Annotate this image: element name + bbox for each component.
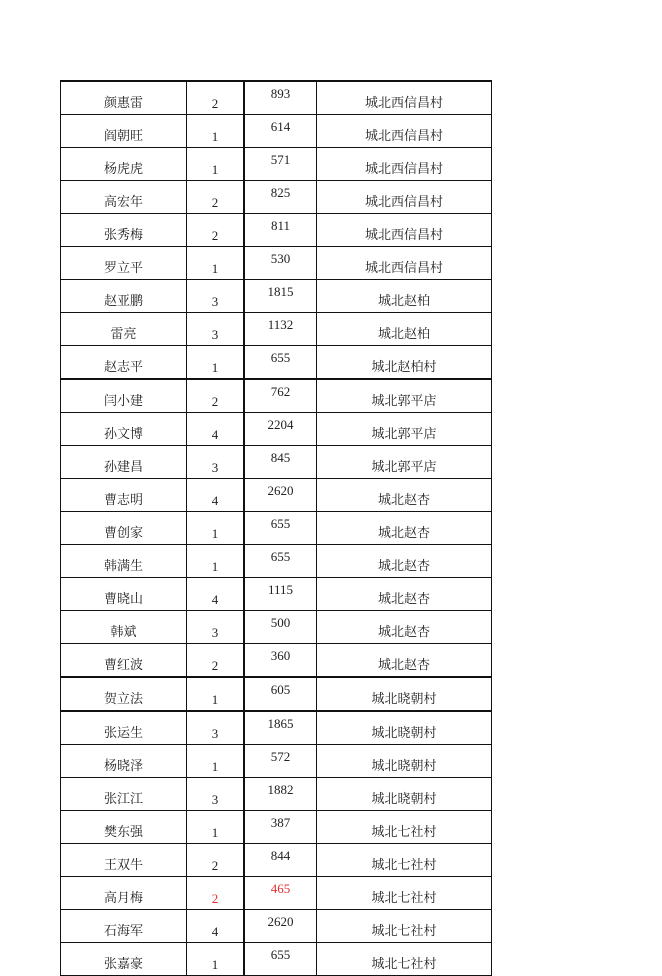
name-cell[interactable]: 张秀梅: [61, 214, 187, 247]
value-cell[interactable]: 360: [244, 644, 317, 678]
village-cell[interactable]: 城北西信昌村: [317, 214, 492, 247]
name-cell[interactable]: 王双牛: [61, 844, 187, 877]
name-cell[interactable]: 罗立平: [61, 247, 187, 280]
table-row: [61, 115, 492, 148]
data-table: [60, 80, 492, 976]
village-cell[interactable]: 城北七社村: [317, 844, 492, 877]
name-cell[interactable]: 杨晓泽: [61, 745, 187, 778]
name-cell[interactable]: 阎朝旺: [61, 115, 187, 148]
village-cell[interactable]: 城北七社村: [317, 877, 492, 910]
table-row: [61, 181, 492, 214]
value-cell[interactable]: 655: [244, 545, 317, 578]
count-cell[interactable]: 2: [187, 379, 245, 413]
value-cell[interactable]: 845: [244, 446, 317, 479]
village-cell[interactable]: 城北西信昌村: [317, 81, 492, 115]
count-cell[interactable]: 1: [187, 247, 245, 280]
value-cell[interactable]: 530: [244, 247, 317, 280]
count-cell[interactable]: 3: [187, 611, 245, 644]
value-cell[interactable]: 465: [244, 877, 317, 910]
village-cell[interactable]: 城北赵杏: [317, 512, 492, 545]
village-cell[interactable]: 城北晓朝村: [317, 745, 492, 778]
name-cell[interactable]: 韩满生: [61, 545, 187, 578]
table-row: [61, 214, 492, 247]
name-cell[interactable]: 高宏年: [61, 181, 187, 214]
table-row: [61, 677, 492, 711]
village-cell[interactable]: 城北赵柏: [317, 313, 492, 346]
table-row: [61, 247, 492, 280]
village-cell[interactable]: 城北赵柏: [317, 280, 492, 313]
count-cell[interactable]: 4: [187, 910, 245, 943]
table-row: [61, 910, 492, 943]
count-cell[interactable]: 1: [187, 148, 245, 181]
name-cell[interactable]: 贺立法: [61, 677, 187, 711]
name-cell[interactable]: 闫小建: [61, 379, 187, 413]
count-cell[interactable]: 2: [187, 214, 245, 247]
name-cell[interactable]: 曹志明: [61, 479, 187, 512]
value-cell[interactable]: 1882: [244, 778, 317, 811]
village-cell[interactable]: 城北郭平店: [317, 379, 492, 413]
count-cell[interactable]: 1: [187, 677, 245, 711]
value-cell[interactable]: 811: [244, 214, 317, 247]
name-cell[interactable]: 赵亚鹏: [61, 280, 187, 313]
village-cell[interactable]: 城北赵杏: [317, 644, 492, 678]
village-cell[interactable]: 城北赵杏: [317, 611, 492, 644]
village-cell[interactable]: 城北西信昌村: [317, 148, 492, 181]
count-cell[interactable]: 1: [187, 745, 245, 778]
value-cell[interactable]: 1815: [244, 280, 317, 313]
table-row: [61, 148, 492, 181]
name-cell[interactable]: 曹晓山: [61, 578, 187, 611]
value-cell[interactable]: 2204: [244, 413, 317, 446]
name-cell[interactable]: 孙文博: [61, 413, 187, 446]
village-cell[interactable]: 城北西信昌村: [317, 181, 492, 214]
name-cell[interactable]: 颜惠雷: [61, 81, 187, 115]
count-cell[interactable]: 3: [187, 313, 245, 346]
value-cell[interactable]: 1115: [244, 578, 317, 611]
value-cell[interactable]: 605: [244, 677, 317, 711]
table-row: [61, 644, 492, 678]
count-cell[interactable]: 2: [187, 181, 245, 214]
name-cell[interactable]: 张运生: [61, 711, 187, 745]
table-row: [61, 512, 492, 545]
table-row: [61, 479, 492, 512]
village-cell[interactable]: 城北西信昌村: [317, 247, 492, 280]
name-cell[interactable]: 杨虎虎: [61, 148, 187, 181]
count-cell[interactable]: 4: [187, 479, 245, 512]
table-body: [61, 81, 492, 976]
name-cell[interactable]: 石海军: [61, 910, 187, 943]
value-cell[interactable]: 893: [244, 81, 317, 115]
value-cell[interactable]: 571: [244, 148, 317, 181]
value-cell[interactable]: 762: [244, 379, 317, 413]
value-cell[interactable]: 614: [244, 115, 317, 148]
name-cell[interactable]: 张嘉豪: [61, 943, 187, 976]
village-cell[interactable]: 城北郭平店: [317, 446, 492, 479]
value-cell[interactable]: 655: [244, 943, 317, 976]
value-cell[interactable]: 572: [244, 745, 317, 778]
count-cell[interactable]: 3: [187, 711, 245, 745]
table-row: [61, 578, 492, 611]
village-cell[interactable]: 城北七社村: [317, 943, 492, 976]
name-cell[interactable]: 樊东强: [61, 811, 187, 844]
table-row: [61, 811, 492, 844]
value-cell[interactable]: 825: [244, 181, 317, 214]
name-cell[interactable]: 雷亮: [61, 313, 187, 346]
count-cell[interactable]: 3: [187, 280, 245, 313]
count-cell[interactable]: 4: [187, 413, 245, 446]
table-row: [61, 778, 492, 811]
village-cell[interactable]: 城北晓朝村: [317, 778, 492, 811]
name-cell[interactable]: 曹创家: [61, 512, 187, 545]
count-cell[interactable]: 1: [187, 811, 245, 844]
count-cell[interactable]: 4: [187, 578, 245, 611]
name-cell[interactable]: 孙建昌: [61, 446, 187, 479]
count-cell[interactable]: 2: [187, 844, 245, 877]
table-row: [61, 81, 492, 115]
village-cell[interactable]: 城北赵柏村: [317, 346, 492, 380]
count-cell[interactable]: 1: [187, 115, 245, 148]
table-row: [61, 877, 492, 910]
table-row: [61, 413, 492, 446]
value-cell[interactable]: 387: [244, 811, 317, 844]
table-row: [61, 745, 492, 778]
count-cell[interactable]: 1: [187, 943, 245, 976]
table-row: [61, 346, 492, 380]
name-cell[interactable]: 韩斌: [61, 611, 187, 644]
value-cell[interactable]: 1132: [244, 313, 317, 346]
village-cell[interactable]: 城北晓朝村: [317, 677, 492, 711]
name-cell[interactable]: 高月梅: [61, 877, 187, 910]
village-cell[interactable]: 城北晓朝村: [317, 711, 492, 745]
spreadsheet: [60, 80, 490, 976]
village-cell[interactable]: 城北赵杏: [317, 479, 492, 512]
value-cell[interactable]: 2620: [244, 910, 317, 943]
table-row: [61, 943, 492, 976]
count-cell[interactable]: 1: [187, 545, 245, 578]
village-cell[interactable]: 城北西信昌村: [317, 115, 492, 148]
count-cell[interactable]: 2: [187, 644, 245, 678]
count-cell[interactable]: 3: [187, 446, 245, 479]
village-cell[interactable]: 城北郭平店: [317, 413, 492, 446]
value-cell[interactable]: 2620: [244, 479, 317, 512]
name-cell[interactable]: 张江江: [61, 778, 187, 811]
value-cell[interactable]: 500: [244, 611, 317, 644]
table-row: [61, 280, 492, 313]
count-cell[interactable]: 1: [187, 512, 245, 545]
table-row: [61, 446, 492, 479]
value-cell[interactable]: 844: [244, 844, 317, 877]
table-row: [61, 545, 492, 578]
value-cell[interactable]: 655: [244, 346, 317, 380]
village-cell[interactable]: 城北赵杏: [317, 578, 492, 611]
name-cell[interactable]: 曹红波: [61, 644, 187, 678]
table-row: [61, 379, 492, 413]
count-cell[interactable]: 2: [187, 877, 245, 910]
village-cell[interactable]: 城北赵杏: [317, 545, 492, 578]
count-cell[interactable]: 3: [187, 778, 245, 811]
value-cell[interactable]: 655: [244, 512, 317, 545]
table-row: [61, 313, 492, 346]
village-cell[interactable]: 城北七社村: [317, 811, 492, 844]
count-cell[interactable]: 1: [187, 346, 245, 380]
table-row: [61, 844, 492, 877]
table-row: [61, 611, 492, 644]
table-row: [61, 711, 492, 745]
village-cell[interactable]: 城北七社村: [317, 910, 492, 943]
name-cell[interactable]: 赵志平: [61, 346, 187, 380]
count-cell[interactable]: 2: [187, 81, 245, 115]
value-cell[interactable]: 1865: [244, 711, 317, 745]
